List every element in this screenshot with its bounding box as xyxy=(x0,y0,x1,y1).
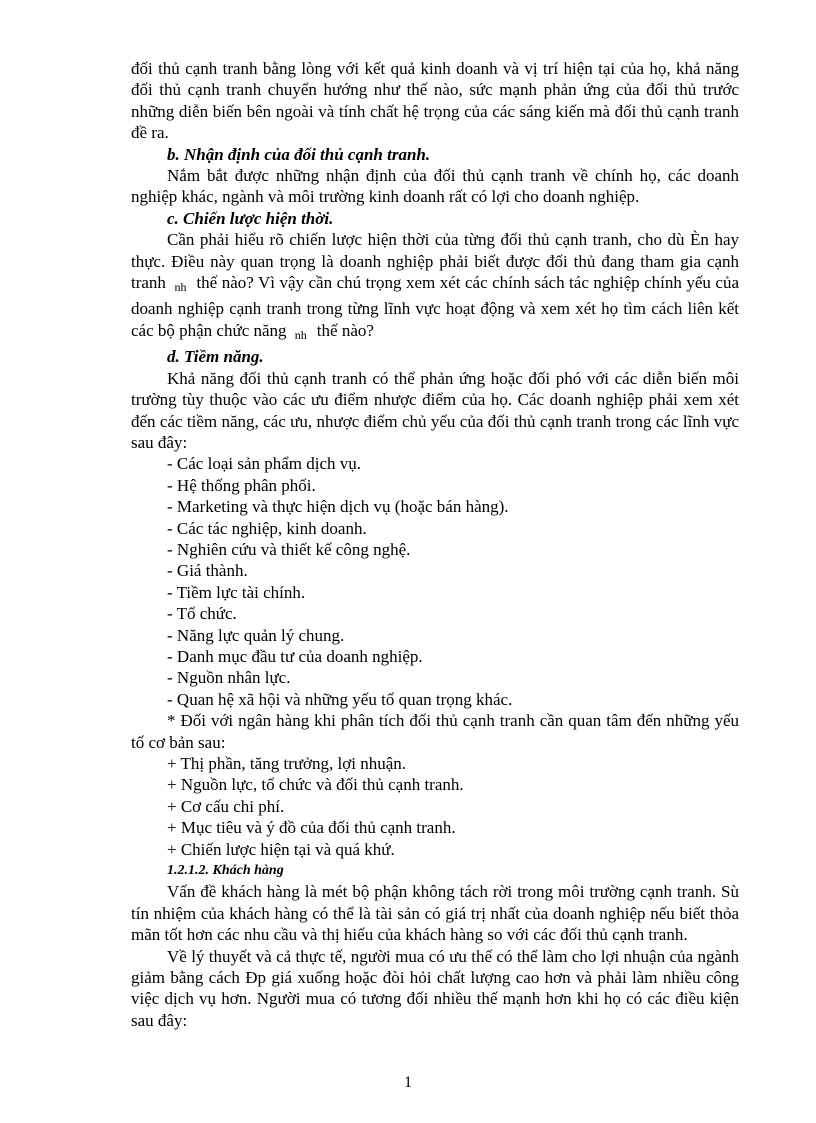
opening-paragraph: đối thủ cạnh tranh bằng lòng với kết quả kinh doanh và vị trí hiện tại của họ, khả năng đối thủ cạnh tranh chuyển hướng như thế nào, sức mạnh phản ứng của đối thủ trước những diễn biến bên ngoài và tính chất hệ trọng của các sáng kiến mà đối thủ cạnh tranh đề ra. xyxy=(131,59,739,143)
customer-paragraph-1: Vấn đề khách hàng là mét bộ phận không tách rời trong môi trường cạnh tranh. Sù tín nhiệm của khách hàng có thể là tài sản có giá trị nhất của doanh nghiệp nếu biết thỏa mãn tốt hơn các nhu cầu và thị hiếu của khách hàng so với các đối thủ cạnh tranh. xyxy=(131,882,739,945)
section-d-heading: d. Tiềm năng. xyxy=(167,347,264,367)
section-c-fragment-2: nh xyxy=(294,327,307,342)
customer-paragraph-2: Về lý thuyết và cả thực tế, người mua có ưu thế có thể làm cho lợi nhuận của ngành giảm bằng cách Ðp giá xuống hoặc đòi hỏi chất lượng cao hơn và phải làm nhiều công việc dịch vụ hơn. Người mua có tương đối nhiều thế mạnh hơn khi họ có các điều kiện sau đây: xyxy=(131,946,739,1030)
section-c-heading: c. Chiến lược hiện thời. xyxy=(167,208,334,228)
bank-paragraph: * Đối với ngân hàng khi phân tích đối thủ cạnh tranh cần quan tâm đến những yếu tố cơ bản sau: xyxy=(131,711,739,752)
list-item: - Nghiên cứu và thiết kế công nghệ. xyxy=(167,539,411,559)
list-item: - Quan hệ xã hội và những yếu tố quan trọng khác. xyxy=(167,689,513,709)
list-item: - Các tác nghiệp, kinh doanh. xyxy=(167,518,367,538)
section-c-text-part2: thế nào? Vì vậy cần chú trọng xem xét các chính sách tác nghiệp chính yếu của doanh nghiệp cạnh tranh trong từng lĩnh vực hoạt động và xem xét họ tìm cách liên kết các bộ phận chức năng xyxy=(131,273,740,340)
section-c-fragment-1: nh xyxy=(174,280,187,295)
section-c-paragraph xyxy=(131,229,739,346)
list-item: - Tổ chức. xyxy=(167,604,237,624)
section-b-paragraph: Nắm bắt được những nhận định của đối thủ cạnh tranh về chính họ, các doanh nghiệp khác, ngành và môi trường kinh doanh rất có lợi cho doanh nghiệp. xyxy=(131,166,739,207)
list-item: - Các loại sản phẩm dịch vụ. xyxy=(167,454,362,474)
section-b-heading: b. Nhận định của đối thủ cạnh tranh. xyxy=(167,144,431,164)
list-item: + Thị phần, tăng trưởng, lợi nhuận. xyxy=(167,754,407,773)
bank-factors-list xyxy=(131,753,739,860)
document-body xyxy=(131,58,739,1031)
list-item: + Chiến lược hiện tại và quá khứ. xyxy=(167,839,395,859)
list-item: - Danh mục đầu tư của doanh nghiệp. xyxy=(167,646,423,666)
page-number: 1 xyxy=(404,1074,412,1091)
list-item: - Tiềm lực tài chính. xyxy=(167,582,306,602)
list-item: + Nguồn lực, tổ chức và đối thủ cạnh tranh. xyxy=(167,775,464,795)
list-item: - Năng lực quản lý chung. xyxy=(167,625,345,645)
list-item: - Giá thành. xyxy=(167,561,248,581)
section-d-paragraph: Khả năng đối thủ cạnh tranh có thể phản ứng hoặc đối phó với các diễn biến môi trường tùy thuộc vào các ưu điểm nhược điểm của họ. Các doanh nghiệp phải xem xét đến các tiềm năng, các ưu, nhược điểm chủ yếu của đối thủ cạnh tranh trong các lĩnh vực sau đây: xyxy=(131,368,739,452)
section-c-text-part1: Cần phải hiểu rõ chiến lược hiện thời của từng đối thủ cạnh tranh, cho dù Èn hay thực. Điều này quan trọng là doanh nghiệp phải biết được đối thủ đang tham gia cạnh tranh xyxy=(131,230,739,293)
list-item: + Mục tiêu và ý đồ của đối thủ cạnh tranh. xyxy=(167,818,456,838)
customer-section-heading: 1.2.1.2. Khách hàng xyxy=(167,863,284,879)
list-item: - Marketing và thực hiện dịch vụ (hoặc bán hàng). xyxy=(167,497,509,517)
list-item: - Nguồn nhân lực. xyxy=(167,668,291,688)
list-item: - Hệ thống phân phối. xyxy=(167,475,316,495)
section-c-text-part3: thế nào? xyxy=(316,320,374,340)
potential-list xyxy=(131,453,739,710)
list-item: + Cơ cấu chi phí. xyxy=(167,796,285,816)
